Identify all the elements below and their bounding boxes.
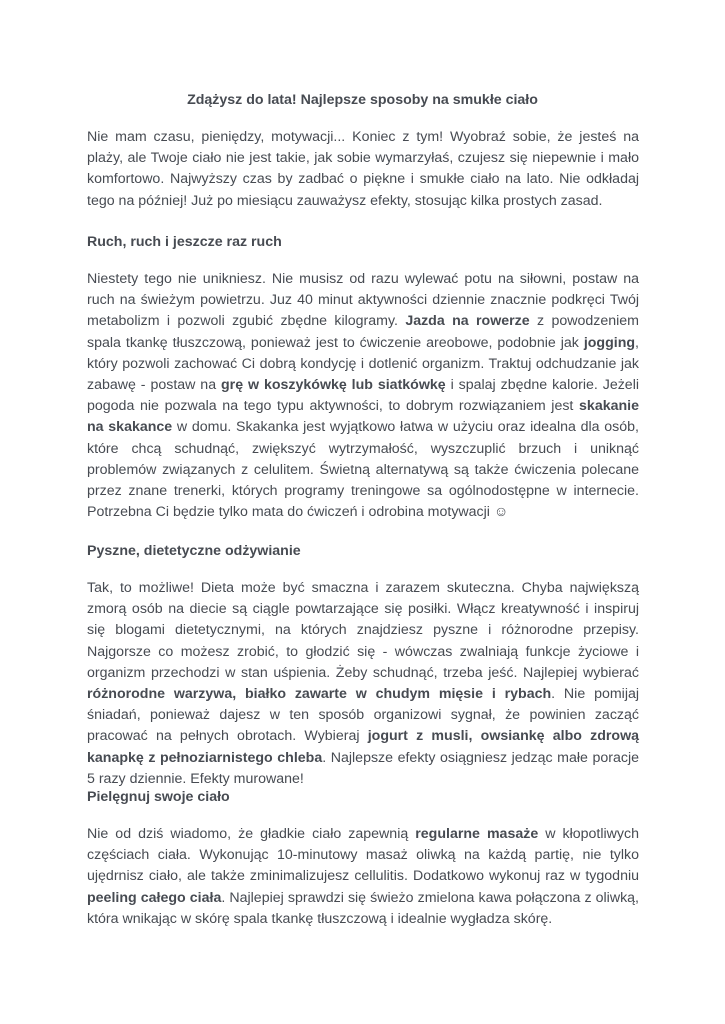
text-run: i spalaj zbędne kalorie. Jeżeli pogoda nie pozwala na tego typu aktywności, to dobrym rozwiązaniem jest — [87, 377, 639, 415]
highlight-vegetables-protein: różnorodne warzywa, białko zawarte w chudym mięsie i rybach — [87, 686, 552, 703]
highlight-massages: regularne masaże — [415, 826, 539, 842]
highlight-body-peeling: peeling całego ciała — [87, 889, 222, 906]
section-paragraph-diet — [87, 578, 639, 790]
page-title: Zdążysz do lata! Najlepsze sposoby na smukłe ciało — [187, 92, 538, 108]
section-paragraph-body-care — [87, 824, 639, 930]
highlight-cycling: Jazda na rowerze — [405, 313, 530, 330]
section-paragraph-exercise — [87, 269, 639, 523]
section-heading-body-care: Pielęgnuj swoje ciało — [87, 789, 230, 805]
intro-paragraph: Nie mam czasu, pieniędzy, motywacji... Koniec z tym! Wyobraź sobie, że jesteś na plaży, ale Twoje ciało nie jest takie, jak sobie wymarzyłaś, czujesz się niepewnie i mało komfortowo. Najwyższy czas by zadbać o piękne i smukłe ciało na lato. Nie odkładaj tego na później! Już po miesiącu zauważysz efekty, stosując kilka prostych zasad. — [87, 129, 639, 209]
highlight-jogging: jogging — [583, 334, 636, 351]
highlight-skipping-rope: skakanie na skakance — [87, 398, 639, 436]
text-run: Tak, to możliwe! Dieta może być smaczna i zarazem skuteczna. Chyba największą zmorą osób na diecie są ciągle powtarzające się posiłki. Włącz kreatywność i inspiruj się blogami dietetycznymi, na których znajdziesz pyszne i różnorodne przepisy. Najgorsze co możesz zrobić, to głodzić się - wówczas zwalniają funkcje życiowe i organizm przechodzi w stan uśpienia. Żeby schudnąć, trzeba jeść. Najlepiej wybierać — [87, 580, 639, 681]
text-run: w kłopotliwych częściach ciała. Wykonując 10-minutowy masaż oliwką na każdą partię, nie tylko ujędrnisz ciało, ale także zminimalizujesz cellulitis. Dodatkowo wykonuj raz w tygodniu — [87, 826, 639, 885]
text-run: , który pozwoli zachować Ci dobrą kondycję i dotlenić organizm. Traktuj odchudzanie jak zabawę - postaw na — [87, 334, 639, 394]
text-run: z powodzeniem spala tkankę tłuszczową, ponieważ jest to ćwiczenie areobowe, podobnie jak — [87, 313, 639, 351]
text-run: . Nie pomijaj śniadań, ponieważ dajesz w ten sposób organizowi sygnał, że powinien zacząć pracować na pełnych obrotach. Wybieraj — [87, 686, 640, 745]
text-run: Nie od dziś wiadomo, że gładkie ciało zapewnią — [87, 826, 416, 842]
text-run: . Najlepiej sprawdzi się świeżo zmielona kawa połączona z oliwką, która wnikając w skórę spala tkankę tłuszczową i idealnie wygładza skórę. — [87, 889, 639, 927]
highlight-breakfast-options: jogurt z musli, owsiankę albo zdrową kanapkę z pełnoziarnistego chleba — [87, 728, 639, 766]
text-run: w domu. Skakanka jest wyjątkowo łatwa w użyciu oraz idealna dla osób, które chcą schudnąć, zwiększyć wytrzymałość, wyszczuplić brzuch i uniknąć problemów związanych z celulitem. Świetną alternatywą są także ćwiczenia polecane przez znane trenerki, których programy treningowe sa ogólnodostępne w internecie. Potrzebna Ci będzie tylko mata do ćwiczeń i odrobina motywacji ☺ — [87, 419, 639, 521]
text-run: Niestety tego nie unikniesz. Nie musisz od razu wylewać potu na siłowni, postaw na ruch na świeżym powietrzu. Juz 40 minut aktywności dziennie znacznie podkręci Twój metabolizm i pozwoli zgubić zbędne kilogramy. — [87, 271, 639, 330]
highlight-ball-games: grę w koszykówkę lub siatkówkę — [221, 377, 446, 394]
section-heading-diet: Pyszne, dietetyczne odżywianie — [87, 543, 301, 559]
text-run: . Najlepsze efekty osiągniesz jedząc małe poracje 5 razy dziennie. Efekty murowane! — [87, 749, 640, 787]
section-heading-exercise: Ruch, ruch i jeszcze raz ruch — [87, 234, 282, 250]
